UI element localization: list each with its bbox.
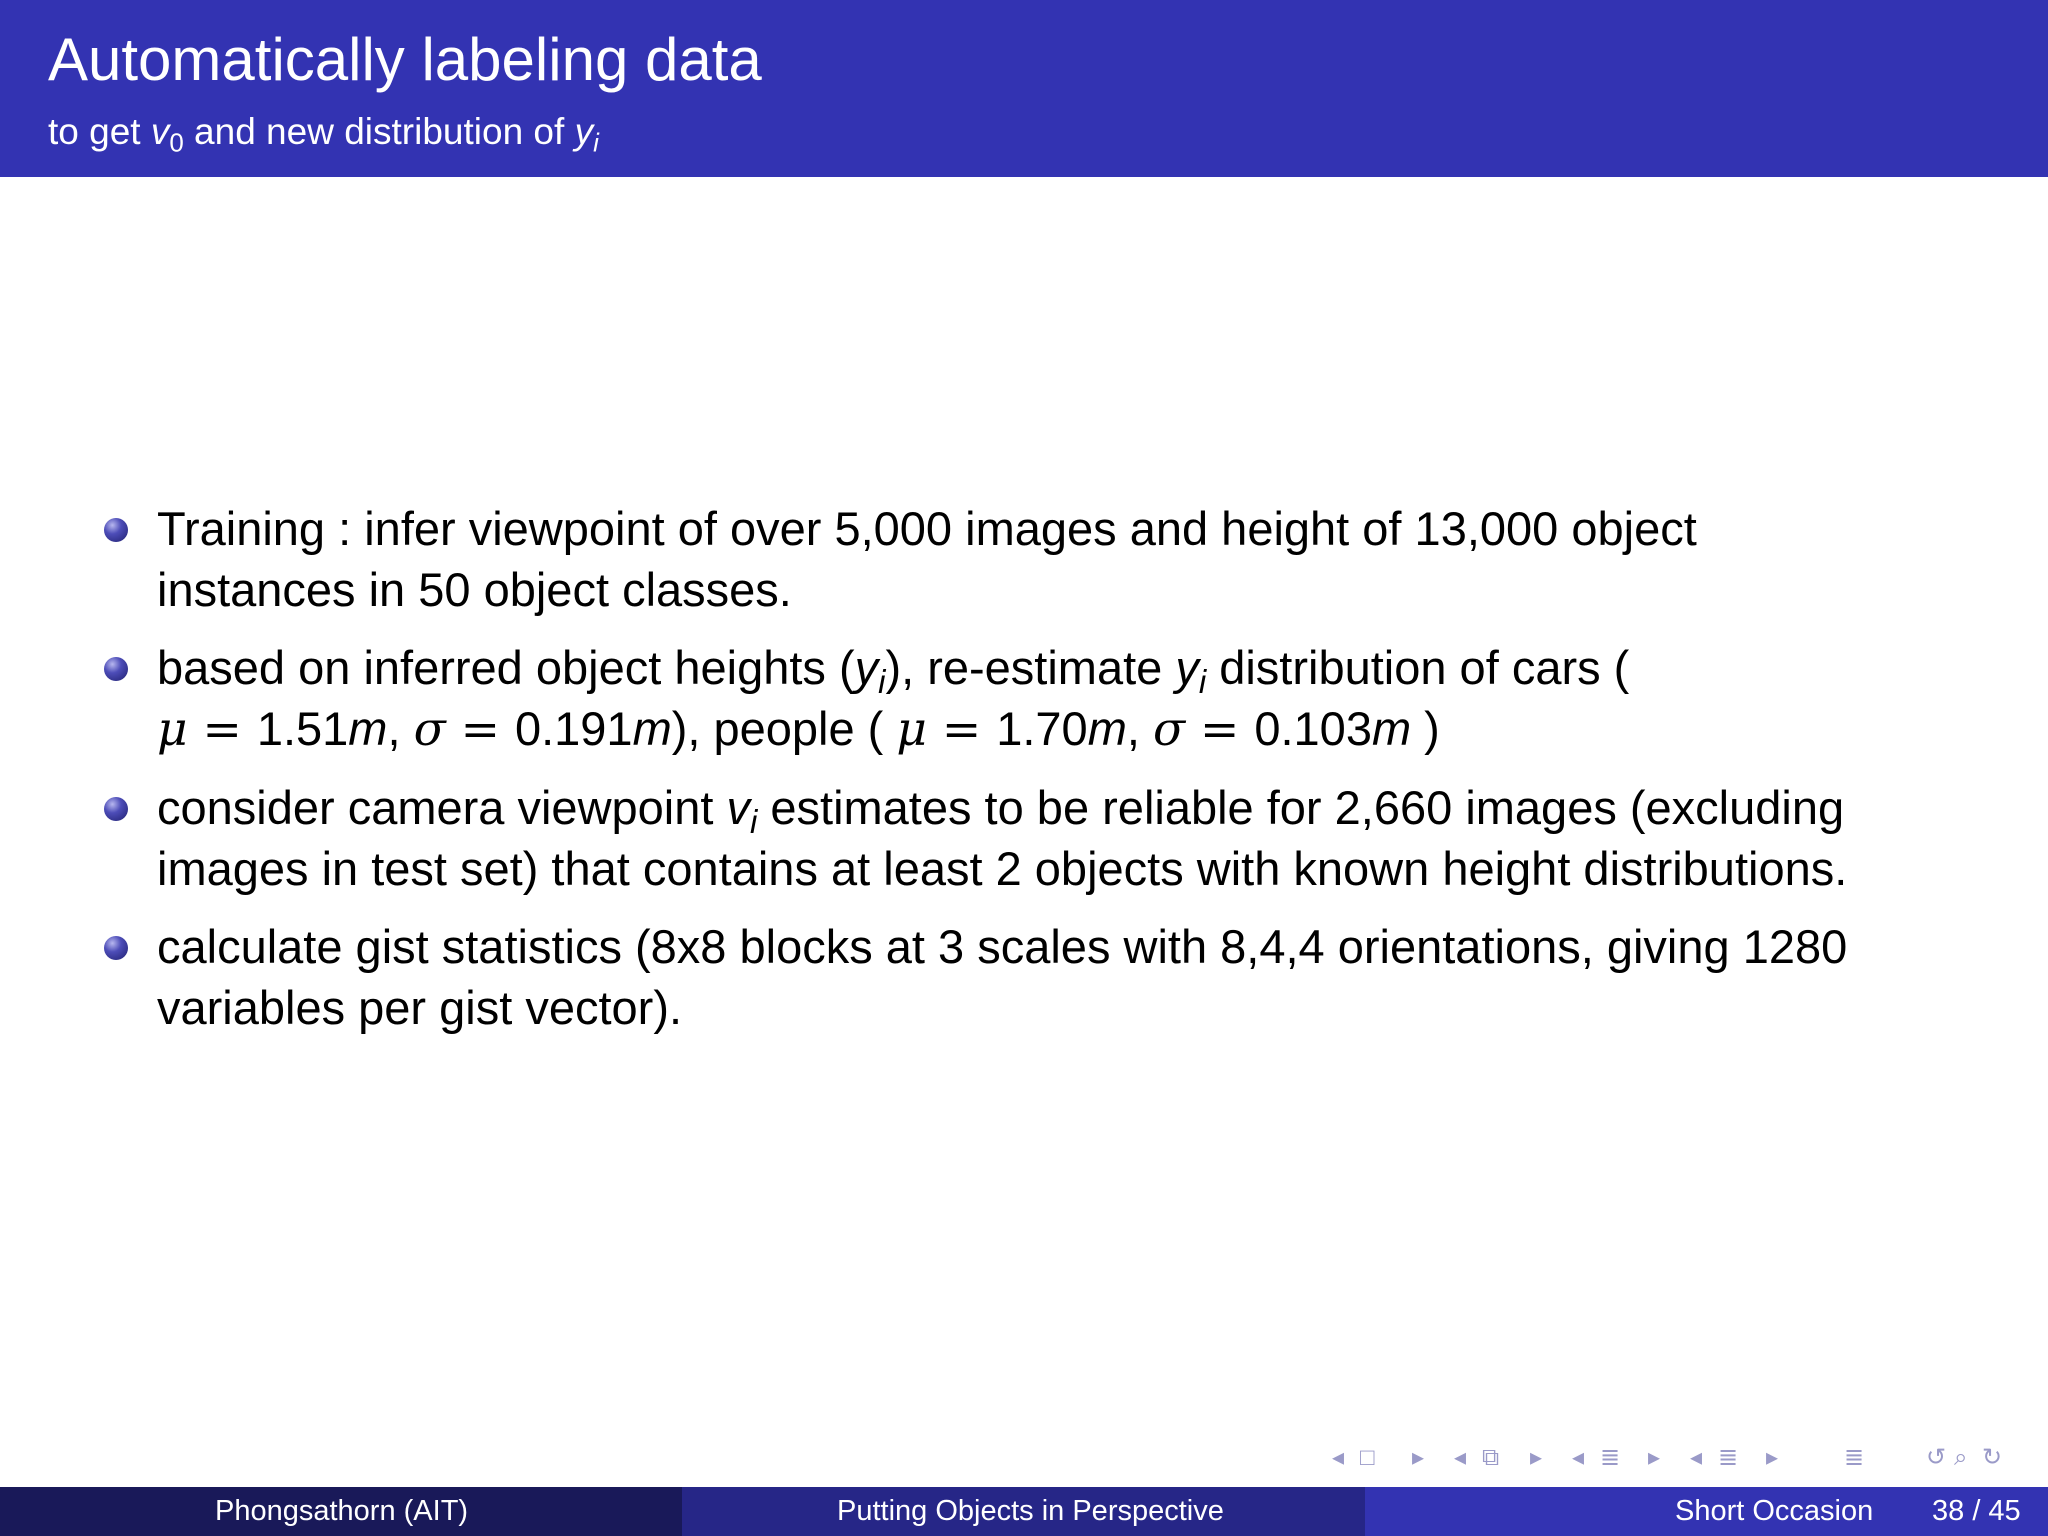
cars-sigma-value: 0.191 <box>514 702 633 755</box>
nav-frame-icon[interactable]: □ <box>1360 1444 1375 1471</box>
bullet-list <box>100 498 2000 1055</box>
subtitle-text-mid: and new distribution of <box>183 111 575 152</box>
nav-back-icon[interactable]: ↺ <box>1926 1444 1947 1471</box>
text-run: based on inferred object heights ( <box>157 641 855 694</box>
bullet-icon <box>104 657 128 681</box>
subtitle-sub-i: i <box>593 129 599 158</box>
subtitle-var-v: v <box>150 111 170 152</box>
footer-author: Phongsathorn (AIT) <box>215 1495 469 1527</box>
text-run: ), re-estimate <box>885 641 1176 694</box>
subtitle-sub-0: 0 <box>169 129 184 158</box>
math-equals: = <box>926 702 997 757</box>
nav-subsection-icon[interactable]: ⧉ <box>1482 1444 1500 1471</box>
people-sigma-value: 0.103 <box>1254 702 1372 755</box>
nav-prev-frame-icon[interactable]: ◂ <box>1332 1444 1345 1471</box>
bullet-item <box>100 916 2000 1038</box>
nav-toc-icon[interactable]: ≣ <box>1844 1444 1865 1471</box>
math-unit: m <box>632 702 672 755</box>
math-equals: = <box>187 702 257 757</box>
bullet-icon <box>104 797 128 821</box>
nav-section-icon[interactable]: ≣ <box>1600 1444 1621 1471</box>
math-unit: m <box>1087 702 1127 755</box>
nav-prev-subsection-icon[interactable]: ◂ <box>1454 1444 1467 1471</box>
math-unit: m <box>348 702 388 755</box>
nav-prev-section-icon[interactable]: ◂ <box>1572 1444 1585 1471</box>
math-var-y: y <box>1175 641 1199 694</box>
footer-page-number: 38 / 45 <box>1932 1495 2021 1527</box>
footer-occasion: Short Occasion <box>1675 1495 1874 1527</box>
people-mu-value: 1.70 <box>996 702 1088 755</box>
bullet-item <box>100 498 2000 620</box>
nav-next-doc-icon[interactable]: ▸ <box>1766 1444 1779 1471</box>
nav-forward-icon[interactable]: ↻ <box>1982 1444 2003 1471</box>
bullet-item <box>100 777 2000 899</box>
text-run: ), people ( <box>671 702 897 755</box>
footer-author-section <box>0 1487 682 1536</box>
nav-next-section-icon[interactable]: ▸ <box>1648 1444 1661 1471</box>
math-var-v: v <box>726 781 750 834</box>
slide-header <box>0 0 2048 177</box>
slide-title: Automatically labeling data <box>48 26 762 93</box>
text-run: ) <box>1411 702 1440 755</box>
bullet-text-line <box>157 698 2000 760</box>
math-equals: = <box>1185 702 1255 757</box>
bullet-text-line: calculate gist statistics (8x8 blocks at 3 scales with 8,4,4 orientations, giving 1280 <box>157 920 1848 973</box>
math-unit: m <box>1371 702 1412 755</box>
bullet-text-line <box>157 777 2000 841</box>
nav-next-frame-icon[interactable]: ▸ <box>1412 1444 1425 1471</box>
footer-title-section <box>682 1487 1365 1536</box>
text-run: distribution of cars ( <box>1206 641 1630 694</box>
math-sigma: σ <box>1152 702 1186 757</box>
nav-next-subsection-icon[interactable]: ▸ <box>1530 1444 1543 1471</box>
math-mu: μ <box>157 702 188 757</box>
nav-prev-doc-icon[interactable]: ◂ <box>1690 1444 1703 1471</box>
bullet-text-line: Training : infer viewpoint of over 5,000 images and height of 13,000 object <box>157 502 1697 555</box>
bullet-text-line: instances in 50 object classes. <box>157 563 792 616</box>
bullet-item <box>100 637 2000 760</box>
text-run: estimates to be reliable for 2,660 images (excluding <box>757 781 1845 834</box>
text-run: , <box>387 702 414 755</box>
slide-footer <box>0 1487 2048 1536</box>
math-sub-i: i <box>878 663 886 701</box>
footer-date-section <box>1365 1487 2048 1536</box>
slide-subtitle <box>48 111 599 158</box>
text-run: consider camera viewpoint <box>157 781 727 834</box>
math-equals: = <box>445 702 515 757</box>
nav-doc-icon[interactable]: ≣ <box>1718 1444 1739 1471</box>
nav-search-icon[interactable]: ⌕ <box>1954 1444 1968 1471</box>
subtitle-text: to get <box>48 111 151 152</box>
bullet-icon <box>104 936 128 960</box>
footer-title: Putting Objects in Perspective <box>837 1495 1224 1527</box>
bullet-text-line <box>157 637 2000 701</box>
bullet-icon <box>104 518 128 542</box>
math-sub-i: i <box>750 803 758 841</box>
text-run: , <box>1126 702 1153 755</box>
math-var-y: y <box>854 641 879 694</box>
math-sub-i: i <box>1198 663 1207 701</box>
cars-mu-value: 1.51 <box>256 702 349 755</box>
math-mu: μ <box>896 702 927 757</box>
bullet-text-line: variables per gist vector). <box>157 981 683 1034</box>
subtitle-var-y: y <box>574 111 594 152</box>
bullet-text-line: images in test set) that contains at least 2 objects with known height distributions. <box>157 842 1848 895</box>
beamer-navigation-bar <box>1330 1440 2040 1476</box>
math-sigma: σ <box>413 702 446 757</box>
